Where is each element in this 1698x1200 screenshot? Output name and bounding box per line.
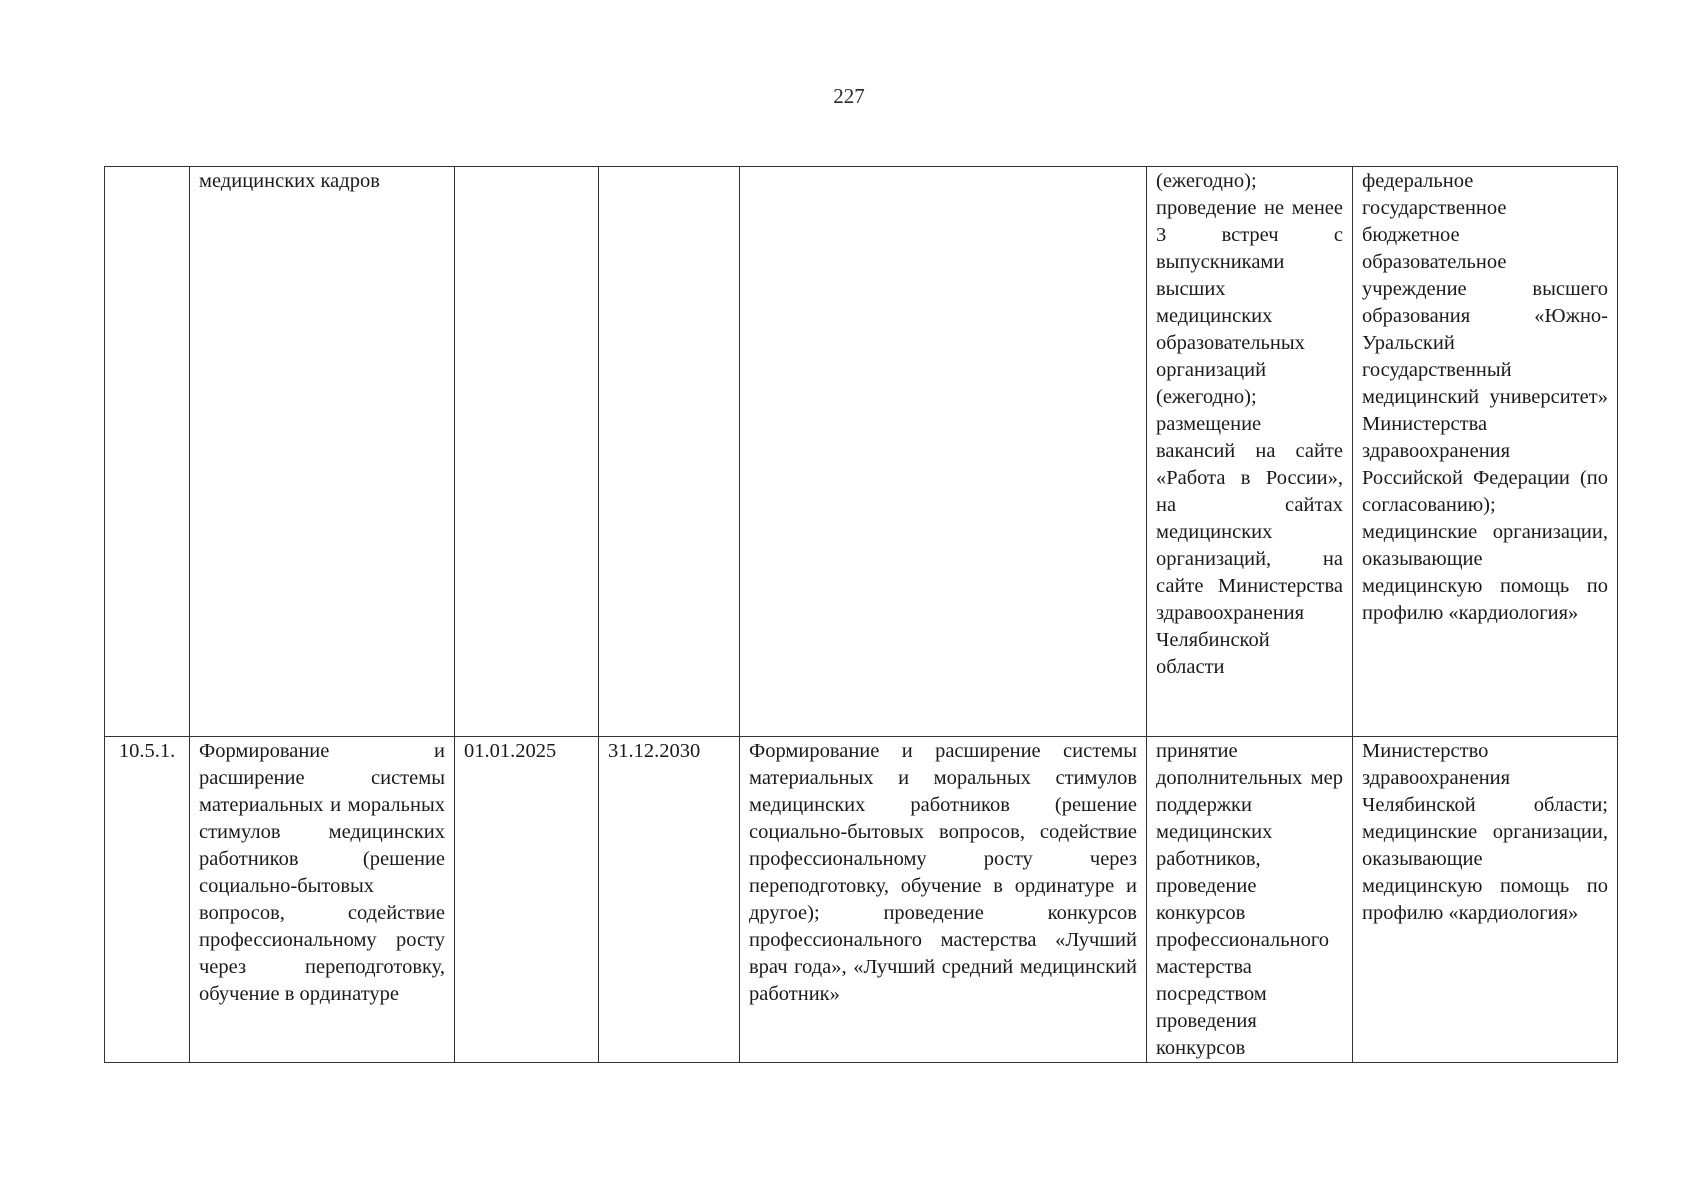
expected-result: (ежегодно); проведение не менее 3 встреч с выпускниками высших медицинских образовательных организаций (ежегодно); размещение вакансий на сайте «Работа в России», на сайтах медицинских организаций, на сайте Министерства здравоохранения Челябинской области (1156, 170, 1343, 678)
start-date: 01.01.2025 (464, 740, 557, 762)
activity-plan-table (104, 166, 1618, 1063)
event-name: медицинских кадров (199, 170, 380, 192)
table-row (105, 737, 1618, 1063)
result-cell (1147, 737, 1353, 1063)
result-cell (1147, 167, 1353, 737)
responsible-party: федеральное государственное бюджетное образовательное учреждение высшего образования «Южно-Уральский государственный медицинский университет» Министерства здравоохранения Российской Федерации (по согласованию); медицинские организации, оказывающие медицинскую помощь по профилю «кардиология» (1362, 170, 1608, 624)
description-cell (740, 167, 1147, 737)
responsible-cell (1353, 167, 1618, 737)
end-date-cell (599, 167, 740, 737)
event-cell (190, 167, 455, 737)
page-number: 227 (833, 84, 865, 108)
item-number: 10.5.1. (118, 740, 176, 762)
start-date-cell (455, 167, 599, 737)
responsible-party: Министерство здравоохранения Челябинской области; медицинские организации, оказывающие медицинскую помощь по профилю «кардиология» (1362, 740, 1608, 924)
item-number-cell (105, 167, 190, 737)
event-name: Формирование и расширение системы материальных и моральных стимулов медицинских работников (решение социально-бытовых вопросов, содействие профессиональному росту через переподготовку, обучение в ординатуре (199, 740, 445, 1005)
expected-result: принятие дополнительных мер поддержки медицинских работников, проведение конкурсов профессионального мастерства посредством проведения конкурсов (1156, 740, 1343, 1059)
responsible-cell (1353, 737, 1618, 1063)
description-cell (740, 737, 1147, 1063)
end-date: 31.12.2030 (608, 740, 701, 762)
table-row (105, 167, 1618, 737)
end-date-cell (599, 737, 740, 1063)
event-description: Формирование и расширение системы материальных и моральных стимулов медицинских работников (решение социально-бытовых вопросов, содействие профессиональному росту через переподготовку, обучение в ординатуре и другое); проведение конкурсов профессионального мастерства «Лучший врач года», «Лучший средний медицинский работник» (749, 740, 1137, 1005)
item-number-cell (105, 737, 190, 1063)
start-date-cell (455, 737, 599, 1063)
event-cell (190, 737, 455, 1063)
